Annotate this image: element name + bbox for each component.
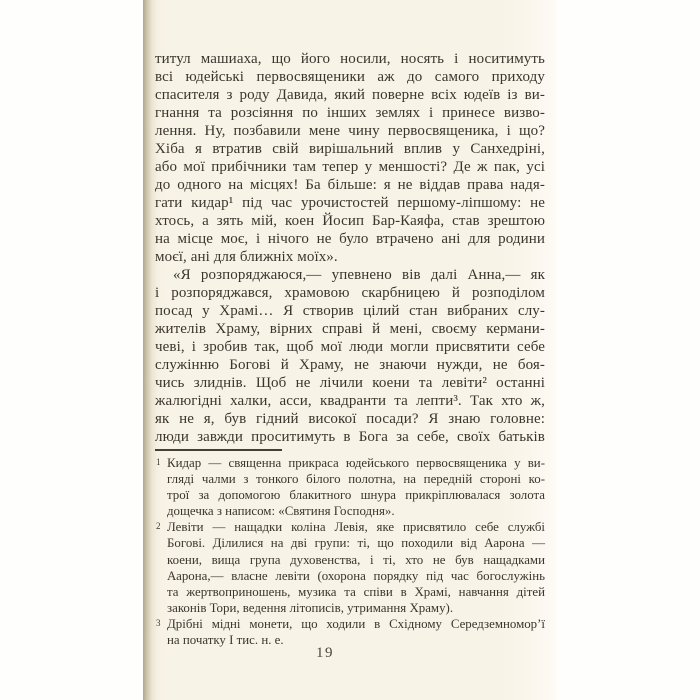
text-line: на місце моє, і нічого не було втрачено ані для родини xyxy=(155,231,545,247)
text-line: спасителя з роду Давида, який поверне всіх юдеїв із ви- xyxy=(155,87,545,103)
text-line: хтось, а зять мій, коен Йосип Бар-Каяфа, став зрештою xyxy=(155,213,545,229)
footnotes-block xyxy=(155,455,545,648)
text-line: Хіба я втратив свій вирішальний вплив у Санхедріні, xyxy=(155,141,545,157)
footnote-marker: 2 xyxy=(156,521,161,532)
paragraph xyxy=(155,266,545,446)
page-number: 19 xyxy=(316,645,334,661)
footnote-marker: 1 xyxy=(156,457,161,467)
book-page xyxy=(143,0,557,700)
footnote xyxy=(155,616,545,648)
text-line: до одного на місцях! Ба більше: я не віддав права надя- xyxy=(155,177,545,193)
body-text xyxy=(155,50,545,446)
footnote xyxy=(155,455,545,519)
text-line: Левіти — нащадки коліна Левія, яке присвятило себе службі xyxy=(167,520,545,535)
text-line: Аарона,— власне левіти (охорона порядку під час богослужінь xyxy=(167,568,545,583)
text-line: гати кидар¹ під час урочистостей першому-ліпшому: не xyxy=(155,195,545,211)
text-line: люди завжди проситимуть в Бога за себе, своїх батьків xyxy=(155,429,545,445)
text-line: лення. Ну, позбавили мене чину первосвященика, і що? xyxy=(155,123,545,139)
text-line: Богові. Ділилися на дві групи: ті, що походили від Аарона — xyxy=(167,536,545,551)
text-line: законів Тори, ведення літописів, утримання Храму). xyxy=(167,600,454,615)
text-line: жителів Храму, вірних справі й мені, своєму кермани- xyxy=(155,321,545,337)
text-line: гляді чалми з тонкого білого полотна, на передній стороні ко- xyxy=(167,472,545,487)
text-line: трої за допомогою блакитного шнура прикріплювалася золота xyxy=(167,488,545,503)
text-line: чись злиднів. Щоб не лічили коени та левіти² останні xyxy=(155,375,545,391)
text-line: жалюгідні халки, асси, квадранти та лепти³. Так хто ж, xyxy=(155,393,545,409)
text-line: Кидар — священна прикраса юдейського первосвященика у ви- xyxy=(167,456,545,470)
text-line: посад у Храмі… Я створив цілий стан вибраних слу- xyxy=(155,303,545,319)
text-line: коени, вища група духовенства, і ті, хто не був нащадками xyxy=(167,552,545,567)
footnote-marker: 3 xyxy=(156,617,161,628)
text-line: «Я розпоряджаюся,— упевнено вів далі Анна,— як xyxy=(173,267,545,283)
footnote-separator xyxy=(155,449,282,451)
text-line: Дрібні мідні монети, що ходили в Східному Середземномор’ї xyxy=(167,616,545,631)
text-line: служінню Богові й Храму, не знаючи нужди, не боя- xyxy=(155,357,545,373)
text-line: моєї, ані для ближніх моїх». xyxy=(155,249,338,265)
text-line: та жертвоприношень, музика та співи в Храмі, навчання дітей xyxy=(167,584,545,599)
text-line: титул машиаха, що його носили, носять і носитимуть xyxy=(155,51,545,67)
text-line: дощечка з написом: «Святиня Господня». xyxy=(167,504,395,519)
text-line: гнання та розсіяння по інших землях і принесе визво- xyxy=(155,105,545,121)
text-line: чеві, і зробив так, щоб мої люди могли присвятити себе xyxy=(155,339,545,355)
footnote xyxy=(155,519,545,616)
text-line: всі юдейські первосвященики аж до самого приходу xyxy=(155,69,545,85)
text-line: на початку I тис. н. е. xyxy=(167,633,284,648)
paragraph xyxy=(155,50,545,266)
text-line: або мої прибічники там тепер у меншості? Де ж пак, усі xyxy=(155,159,545,175)
text-line: як не я, був гідний високої посади? Я знаю головне: xyxy=(155,411,545,427)
text-line: і розпоряджався, храмовою скарбницею й розподілом xyxy=(155,285,545,301)
